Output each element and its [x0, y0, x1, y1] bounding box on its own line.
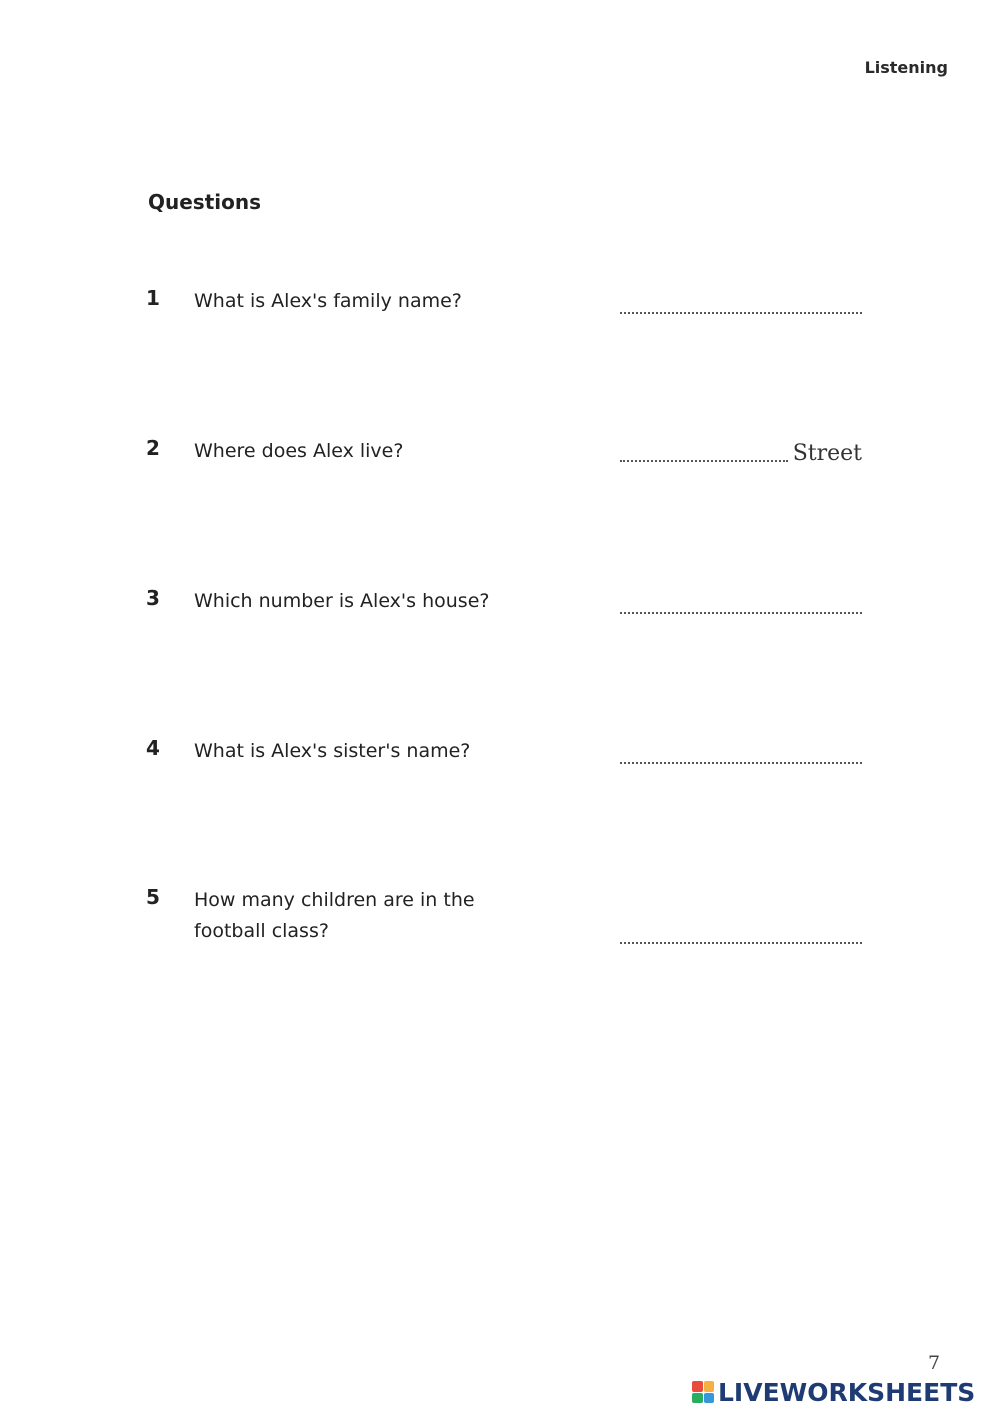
question-4 — [146, 736, 866, 816]
answer-dotted-line — [620, 942, 862, 944]
question-1 — [146, 286, 866, 366]
question-text: What is Alex's sister's name? — [194, 740, 471, 762]
answer-field-5[interactable] — [620, 918, 862, 948]
question-text: Which number is Alex's house? — [194, 590, 490, 612]
question-number: 1 — [146, 286, 160, 310]
question-3 — [146, 586, 866, 666]
answer-dotted-line — [620, 460, 788, 462]
questions-heading: Questions — [148, 190, 262, 214]
answer-field-2[interactable] — [620, 436, 862, 466]
answer-dotted-line — [620, 612, 862, 614]
watermark-text: LIVEWORKSHEETS — [718, 1377, 976, 1407]
section-header: Listening — [864, 58, 948, 77]
question-number: 3 — [146, 586, 160, 610]
page-number: 7 — [928, 1352, 941, 1374]
liveworksheets-logo-icon — [692, 1381, 714, 1403]
question-text: Where does Alex live? — [194, 440, 404, 462]
answer-field-4[interactable] — [620, 738, 862, 768]
answer-dotted-line — [620, 762, 862, 764]
answer-dotted-line — [620, 312, 862, 314]
question-text: How many children are in the football class? — [194, 889, 475, 942]
question-text: What is Alex's family name? — [194, 290, 462, 312]
question-number: 2 — [146, 436, 160, 460]
liveworksheets-watermark — [692, 1377, 975, 1407]
question-number: 4 — [146, 736, 160, 760]
answer-field-3[interactable] — [620, 588, 862, 618]
question-2 — [146, 436, 866, 516]
question-number: 5 — [146, 885, 160, 909]
answer-suffix: Street — [792, 441, 862, 466]
answer-field-1[interactable] — [620, 288, 862, 318]
question-5 — [146, 885, 866, 965]
